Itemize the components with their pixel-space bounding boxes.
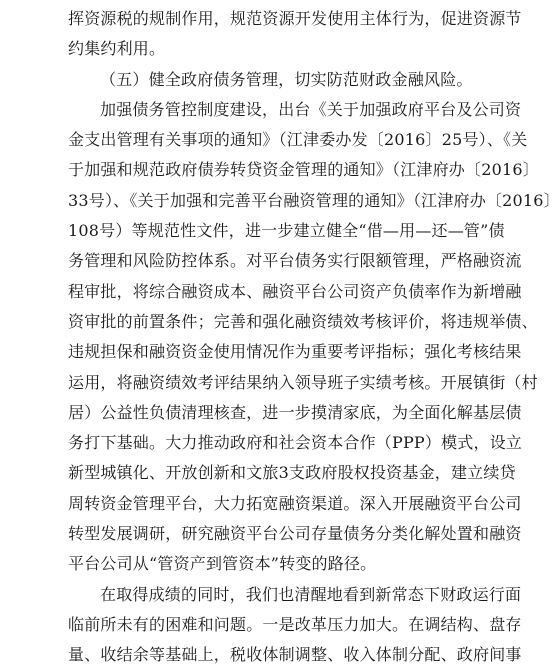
text-line: 务打下基础。大力推动政府和社会资本合作（PPP）模式，设立	[68, 433, 523, 453]
text-line: 居）公益性负债清理核查，进一步摸清家底，为全面化解基层债	[68, 402, 522, 422]
text-line: 挥资源税的规制作用，规范资源开发使用主体行为，促进资源节	[68, 9, 522, 28]
text-line: 转型发展调研，研究融资平台公司存量债务分类化解处置和融资	[68, 524, 522, 544]
text-line: 加强债务管控制度建设，出台《关于加强政府平台及公司资	[100, 99, 522, 119]
section-heading-debt-management	[68, 65, 498, 95]
text-line: 违规担保和融资资金使用情况作为重要考评指标；强化考核结果	[68, 342, 522, 362]
document-page	[68, 0, 560, 671]
section-heading-text: （五）健全政府债务管理，切实防范财政金融风险。	[100, 69, 473, 89]
text-line: 资审批的前置条件；完善和强化融资绩效考核评价，将违规举债、	[68, 311, 538, 331]
text-line: 临前所未有的困难和问题。一是改革压力加大。在调结构、盘存	[68, 614, 522, 634]
text-line: 新型城镇化、开放创新和文旅3支政府股权投资基金，建立续贷	[68, 463, 516, 483]
text-line: 约集约利用。	[68, 39, 166, 59]
text-line: 在取得成绩的同时，我们也清醒地看到新常态下财政运行面	[100, 584, 522, 604]
paragraph-debt-control	[68, 95, 560, 580]
text-line: 务管理和风险防控体系。对平台债务实行限额管理，严格融资流	[68, 251, 522, 271]
text-line: 周转资金管理平台，大力拓宽融资渠道。深入开展融资平台公司	[68, 493, 522, 513]
text-line: 于加强和规范政府债券转贷资金管理的通知》（江津府办〔2016〕	[68, 160, 539, 180]
paragraph-resource-tax	[68, 4, 522, 65]
text-line: 108号）等规范性文件，进一步建立健全“借—用—还—管”债	[68, 221, 505, 241]
text-line: 33号）、《关于加强和完善平台融资管理的通知》（江津府办〔2016〕	[68, 190, 560, 210]
text-line: 量、收结余等基础上，税收体制调整、收入体制分配、政府间事	[68, 645, 522, 665]
text-line: 金支出管理有关事项的通知》（江津委办发〔2016〕25号）、《关	[68, 130, 528, 150]
text-line: 程审批，将综合融资成本、融资平台公司资产负债率作为新增融	[68, 281, 522, 301]
text-line: 平台公司从“管资产到管资本”转变的路径。	[68, 554, 377, 574]
text-line: 运用，将融资绩效考评结果纳入领导班子实绩考核。开展镇街（村	[68, 372, 538, 392]
paragraph-challenges	[68, 580, 522, 671]
